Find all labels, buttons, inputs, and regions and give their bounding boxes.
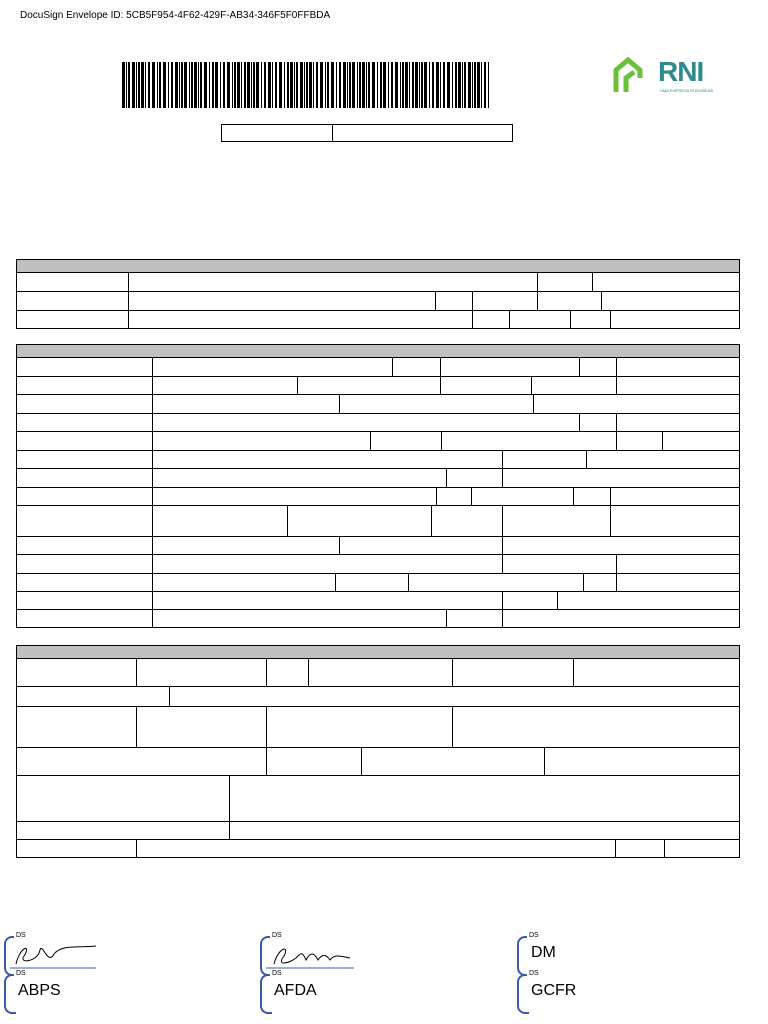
barcode-bar (300, 62, 303, 108)
barcode-bar (412, 62, 414, 108)
table-row (16, 311, 740, 329)
barcode-bar (223, 62, 225, 108)
barcode-bar (320, 62, 323, 108)
barcode-bar (296, 62, 298, 108)
barcode-bar (429, 62, 430, 108)
table-row (16, 776, 740, 822)
barcode-bar (157, 62, 158, 108)
barcode-bar (268, 62, 271, 108)
barcode-bar (336, 62, 337, 108)
barcode-bar (368, 62, 370, 108)
section-header (16, 645, 740, 659)
barcode-bar (294, 62, 295, 108)
barcode-bar (256, 62, 259, 108)
barcode-bar (237, 62, 240, 108)
barcode-bar (163, 62, 166, 108)
barcode-bar (391, 62, 393, 108)
barcode-bar (171, 62, 173, 108)
barcode-bar (462, 62, 463, 108)
table-row (16, 840, 740, 858)
barcode-bar (359, 62, 361, 108)
barcode-bar (198, 62, 199, 108)
barcode-bar (215, 62, 218, 108)
barcode-bar (279, 62, 282, 108)
barcode-bar (194, 62, 197, 108)
initials-text: GCFR (531, 982, 577, 999)
barcode-bar (325, 62, 326, 108)
header-field-2 (332, 124, 513, 142)
initials-block-3: DS GCFR (527, 974, 617, 1014)
initials-text: DM (531, 944, 556, 961)
table-row (16, 488, 740, 506)
barcode-bar (472, 62, 473, 108)
barcode-bar (148, 62, 150, 108)
table-row (16, 358, 740, 377)
barcode-bar (402, 62, 404, 108)
barcode-bar (468, 62, 471, 108)
barcode-bar (290, 62, 293, 108)
barcode-bar (366, 62, 367, 108)
barcode-bar (395, 62, 398, 108)
barcode-bar (244, 62, 246, 108)
barcode-bar (313, 62, 314, 108)
barcode-bar (126, 62, 127, 108)
signature-area (0, 928, 768, 1018)
table-row (16, 414, 740, 432)
barcode-bar (152, 62, 155, 108)
initials-block-1: DS ABPS (14, 974, 104, 1014)
barcode-bar (331, 62, 334, 108)
table-row (16, 555, 740, 574)
barcode-bar (349, 62, 351, 108)
handwritten-signature (10, 936, 100, 970)
barcode-bar (168, 62, 169, 108)
barcode-bar (436, 62, 439, 108)
barcode-bar (481, 62, 482, 108)
barcode-bar (383, 62, 386, 108)
barcode-bar (284, 62, 285, 108)
barcode-bar (275, 62, 277, 108)
barcode-bar (440, 62, 441, 108)
barcode-bar (136, 62, 137, 108)
table-row (16, 592, 740, 610)
barcode-bar (309, 62, 312, 108)
barcode-bar (405, 62, 408, 108)
table-row (16, 574, 740, 592)
table-row (16, 659, 740, 687)
barcode-bar (455, 62, 457, 108)
barcode-bar (189, 62, 190, 108)
barcode-bar (184, 62, 187, 108)
barcode-bar (421, 62, 423, 108)
barcode-bar (234, 62, 236, 108)
barcode-bar (447, 62, 450, 108)
barcode-bar (357, 62, 358, 108)
table-row (16, 506, 740, 537)
barcode-bar (145, 62, 146, 108)
barcode-bar (306, 62, 308, 108)
barcode-bar (261, 62, 262, 108)
header-field-1 (221, 124, 333, 142)
table-row (16, 822, 740, 840)
barcode-bar (452, 62, 453, 108)
signature-block-2: DS (270, 936, 360, 976)
barcode-bar (458, 62, 461, 108)
ds-label: DS (16, 932, 26, 939)
barcode-bar (424, 62, 427, 108)
signature-block-3: DS DM (527, 936, 617, 976)
table-row (16, 687, 740, 707)
barcode-bar (191, 62, 193, 108)
barcode-bar (339, 62, 341, 108)
section-header (16, 344, 740, 358)
barcode-bar (409, 62, 410, 108)
envelope-id: DocuSign Envelope ID: 5CB5F954-4F62-429F-AB34-346F5F0FFBDA (20, 10, 331, 21)
barcode (122, 62, 489, 108)
barcode-bar (179, 62, 180, 108)
table-row (16, 395, 740, 414)
barcode-bar (488, 62, 489, 108)
barcode-bar (327, 62, 329, 108)
barcode-bar (200, 62, 202, 108)
table-row (16, 748, 740, 776)
barcode-bar (474, 62, 476, 108)
barcode-bar (272, 62, 273, 108)
barcode-bar (380, 62, 382, 108)
logo-icon (612, 56, 652, 96)
barcode-bar (132, 62, 135, 108)
barcode-bar (138, 62, 140, 108)
barcode-bar (304, 62, 305, 108)
barcode-bar (204, 62, 207, 108)
table-row (16, 273, 740, 292)
barcode-bar (287, 62, 289, 108)
barcode-bar (477, 62, 480, 108)
barcode-bar (347, 62, 348, 108)
barcode-bar (247, 62, 250, 108)
barcode-bar (388, 62, 389, 108)
barcode-bar (362, 62, 365, 108)
barcode-bar (175, 62, 178, 108)
barcode-bar (232, 62, 233, 108)
table-row (16, 537, 740, 555)
barcode-bar (212, 62, 214, 108)
barcode-bar (484, 62, 486, 108)
table-row (16, 292, 740, 311)
barcode-bar (122, 62, 125, 108)
barcode-bar (251, 62, 252, 108)
barcode-bar (372, 62, 375, 108)
handwritten-signature (266, 936, 356, 970)
barcode-bar (220, 62, 221, 108)
table-row (16, 610, 740, 628)
table-row (16, 432, 740, 451)
barcode-bar (128, 62, 130, 108)
initials-text: ABPS (18, 982, 61, 999)
form-section-1 (16, 259, 740, 329)
form-section-2 (16, 344, 740, 628)
barcode-bar (400, 62, 401, 108)
table-row (16, 707, 740, 748)
logo-subtext: UMA EMPRESA RODOBENS (660, 88, 714, 93)
table-row (16, 377, 740, 395)
barcode-bar (419, 62, 420, 108)
barcode-bar (432, 62, 434, 108)
table-row (16, 469, 740, 488)
barcode-bar (316, 62, 318, 108)
barcode-bar (227, 62, 230, 108)
initials-block-2: DS AFDA (270, 974, 360, 1014)
barcode-bar (141, 62, 144, 108)
company-logo (612, 54, 722, 98)
barcode-bar (343, 62, 346, 108)
barcode-bar (253, 62, 255, 108)
barcode-bar (464, 62, 466, 108)
barcode-bar (181, 62, 183, 108)
barcode-bar (352, 62, 355, 108)
barcode-bar (264, 62, 266, 108)
initials-text: AFDA (274, 982, 317, 999)
barcode-bar (241, 62, 242, 108)
table-row (16, 451, 740, 469)
section-header (16, 259, 740, 273)
barcode-bar (443, 62, 445, 108)
logo-text: RNI (658, 56, 704, 87)
barcode-bar (209, 62, 210, 108)
barcode-bar (377, 62, 378, 108)
barcode-bar (415, 62, 418, 108)
form-section-3 (16, 645, 740, 858)
barcode-bar (159, 62, 161, 108)
